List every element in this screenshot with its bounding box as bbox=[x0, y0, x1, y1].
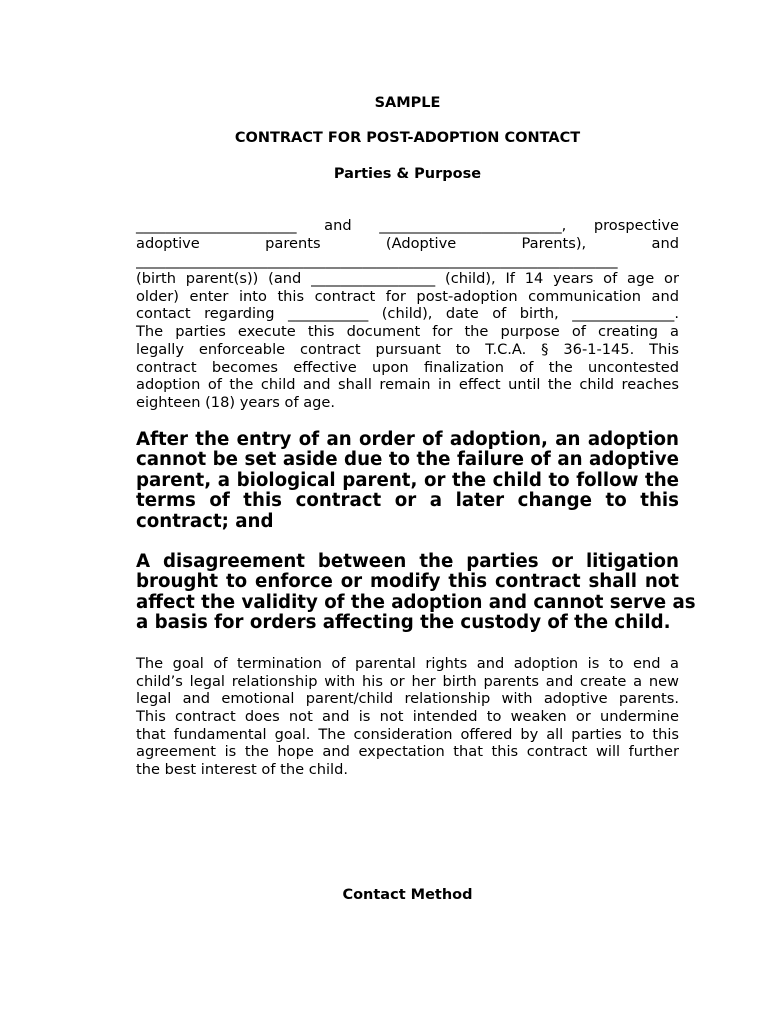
paragraph-line: ______________________ and _________________________, prospective bbox=[136, 217, 679, 234]
bold-paragraph-adoption-setaside bbox=[136, 430, 679, 532]
paragraph-line: (birth parent(s)) (and _________________ (child), If 14 years of age or bbox=[136, 270, 679, 288]
paragraph-line: contact regarding ___________ (child), date of birth, ______________. bbox=[136, 305, 679, 323]
paragraph-line: agreement is the hope and expectation that this contract will further bbox=[136, 743, 679, 761]
goal-paragraph bbox=[136, 655, 679, 779]
paragraph-line: This contract does not and is not intended to weaken or undermine bbox=[136, 708, 679, 726]
section-heading-contact-method: Contact Method bbox=[342, 887, 473, 903]
document-title: CONTRACT FOR POST-ADOPTION CONTACT bbox=[234, 130, 581, 146]
paragraph-line: The goal of termination of parental rights and adoption is to end a bbox=[136, 655, 679, 672]
sample-label: SAMPLE bbox=[374, 95, 441, 111]
parties-paragraph bbox=[136, 217, 679, 412]
paragraph-line: A disagreement between the parties or litigation bbox=[136, 551, 679, 572]
paragraph-line: legally enforceable contract pursuant to T.C.A. § 36-1-145. This bbox=[136, 340, 679, 358]
paragraph-line: terms of this contract or a later change to this bbox=[136, 490, 679, 512]
paragraph-line: contract; and bbox=[136, 510, 274, 532]
paragraph-line: affect the validity of the adoption and cannot serve as bbox=[136, 591, 696, 613]
paragraph-line: the best interest of the child. bbox=[136, 761, 349, 779]
bold-paragraph-disagreement bbox=[136, 551, 696, 634]
paragraph-line: __________________________________________________________________ bbox=[136, 252, 618, 270]
paragraph-line: a basis for orders affecting the custody of the child. bbox=[136, 612, 671, 634]
paragraph-line: contract becomes effective upon finalization of the uncontested bbox=[136, 358, 679, 376]
paragraph-line: brought to enforce or modify this contract shall not bbox=[136, 571, 679, 593]
paragraph-line: cannot be set aside due to the failure of an adoptive bbox=[136, 449, 679, 471]
paragraph-line: parent, a biological parent, or the child to follow the bbox=[136, 469, 679, 491]
paragraph-line: older) enter into this contract for post-adoption communication and bbox=[136, 287, 679, 305]
paragraph-line: adoption of the child and shall remain in effect until the child reaches bbox=[136, 376, 679, 394]
paragraph-line: legal and emotional parent/child relationship with adoptive parents. bbox=[136, 690, 679, 708]
section-heading-parties: Parties & Purpose bbox=[333, 166, 482, 182]
paragraph-line: eighteen (18) years of age. bbox=[136, 393, 336, 411]
paragraph-line: The parties execute this document for the purpose of creating a bbox=[136, 323, 679, 341]
paragraph-line: After the entry of an order of adoption, an adoption bbox=[136, 429, 679, 450]
paragraph-line: adoptive parents (Adoptive Parents), and bbox=[136, 234, 679, 252]
paragraph-line: child’s legal relationship with his or her birth parents and create a new bbox=[136, 672, 679, 690]
paragraph-line: that fundamental goal. The consideration offered by all parties to this bbox=[136, 725, 679, 743]
